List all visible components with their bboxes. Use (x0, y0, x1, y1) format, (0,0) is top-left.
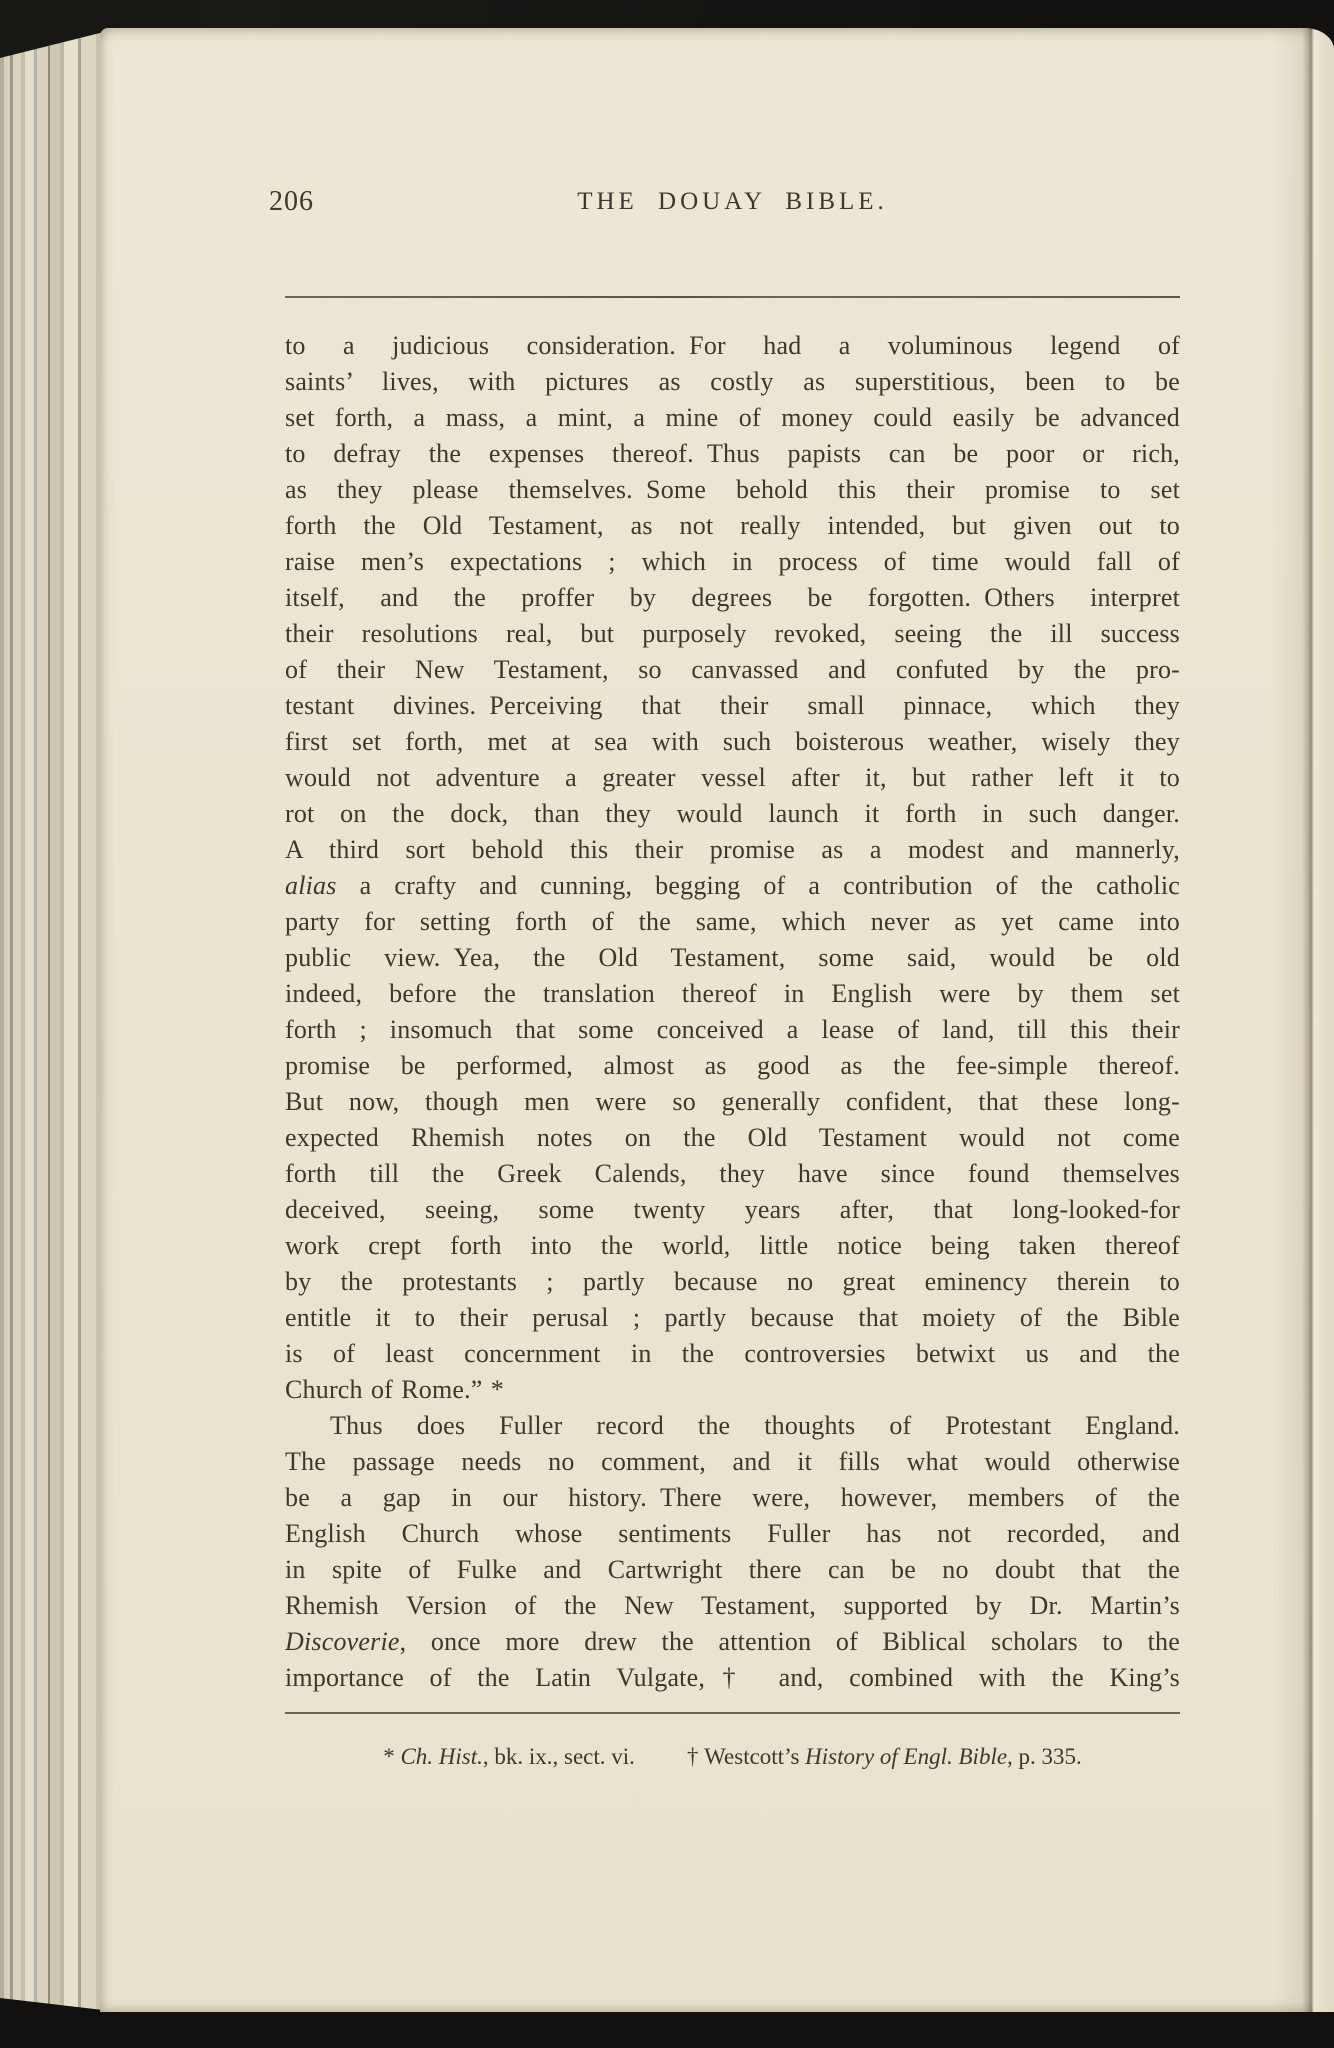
footnote-westcott (687, 1740, 1082, 1774)
running-header: THE DOUAY BIBLE. (577, 188, 888, 215)
text-line: in spite of Fulke and Cartwright there can be no doubt that the (285, 1555, 1180, 1584)
text-line: indeed, before the translation thereof in English were by them set (285, 979, 1180, 1008)
text-line: deceived, seeing, some twenty years after, that long-looked-for (285, 1195, 1180, 1224)
text-line: first set forth, met at sea with such boisterous weather, wisely they (285, 727, 1180, 756)
text-line: rot on the dock, than they would launch it forth in such danger. (285, 799, 1180, 828)
text-line: A third sort behold this their promise as a modest and mannerly, (285, 835, 1180, 864)
text-line: to a judicious consideration. For had a voluminous legend of (285, 331, 1180, 360)
footnote-marker-dagger: † (686, 1744, 699, 1769)
text-line: party for setting forth of the same, which never as yet came into (285, 907, 1180, 936)
text-line: public view. Yea, the Old Testament, some said, would be old (285, 943, 1180, 972)
text-line: would not adventure a greater vessel after it, but rather left it to (285, 763, 1180, 792)
page-header (269, 186, 1180, 218)
text-line: entitle it to their perusal ; partly because that moiety of the Bible (285, 1303, 1180, 1332)
page-content (269, 28, 1180, 2012)
text-line: of their New Testament, so canvassed and confuted by the pro- (285, 655, 1180, 684)
page-number: 206 (269, 186, 314, 217)
text-line: their resolutions real, but purposely revoked, seeing the ill success (285, 619, 1180, 648)
footnote-line (285, 1740, 1180, 1774)
page-gutter-fold (1272, 28, 1334, 2012)
text-line: forth ; insomuch that some conceived a lease of land, till this their (285, 1015, 1180, 1044)
text-line: be a gap in our history. There were, however, members of the (285, 1483, 1180, 1512)
footnote-author: Westcott’s (704, 1744, 806, 1769)
text-line: testant divines. Perceiving that their small pinnace, which they (285, 691, 1180, 720)
footnote-citation: , p. 335. (1007, 1744, 1082, 1769)
text-line: itself, and the proffer by degrees be forgotten. Others interpret (285, 583, 1180, 612)
footnote-marker-asterisk: * (383, 1744, 395, 1769)
text-line: forth the Old Testament, as not really intended, but given out to (285, 511, 1180, 540)
text-line: forth till the Greek Calends, they have since found themselves (285, 1159, 1180, 1188)
footnote-work-title: History of Engl. Bible (805, 1744, 1008, 1769)
text-line: Thus does Fuller record the thoughts of Protestant England. (330, 1411, 1180, 1440)
text-line: alias a crafty and cunning, begging of a contribution of the catholic (285, 871, 1180, 900)
book-page (100, 28, 1334, 2012)
text-line: But now, though men were so generally confident, that these long- (285, 1087, 1180, 1116)
text-line: Discoverie, once more drew the attention of Biblical scholars to the (285, 1627, 1180, 1656)
text-line: importance of the Latin Vulgate,† and, combined with the King’s (285, 1663, 1180, 1692)
text-line: The passage needs no comment, and it fills what would otherwise (285, 1447, 1180, 1476)
text-line: Rhemish Version of the New Testament, supported by Dr. Martin’s (285, 1591, 1180, 1620)
text-line: expected Rhemish notes on the Old Testament would not come (285, 1123, 1180, 1152)
text-line: saints’ lives, with pictures as costly as superstitious, been to be (285, 367, 1180, 396)
text-line: English Church whose sentiments Fuller has not recorded, and (285, 1519, 1180, 1548)
header-rule (285, 296, 1180, 298)
text-line: is of least concernment in the controversies betwixt us and the (285, 1339, 1180, 1368)
footnote-work-title: Ch. Hist. (400, 1744, 483, 1769)
text-line: Church of Rome.” * (285, 1375, 504, 1404)
body-text (285, 328, 1180, 1696)
text-line: set forth, a mass, a mint, a mine of money could easily be advanced (285, 403, 1180, 432)
footnote-church-history (383, 1740, 635, 1774)
footnote-rule (285, 1712, 1180, 1714)
text-line: work crept forth into the world, little notice being taken thereof (285, 1231, 1180, 1260)
text-line: raise men’s expectations ; which in process of time would fall of (285, 547, 1180, 576)
text-line: as they please themselves. Some behold this their promise to set (285, 475, 1180, 504)
text-line: to defray the expenses thereof. Thus papists can be poor or rich, (285, 439, 1180, 468)
text-line: by the protestants ; partly because no great eminency therein to (285, 1267, 1180, 1296)
text-line: promise be performed, almost as good as the fee-simple thereof. (285, 1051, 1180, 1080)
footnote-citation: , bk. ix., sect. vi. (482, 1744, 635, 1769)
